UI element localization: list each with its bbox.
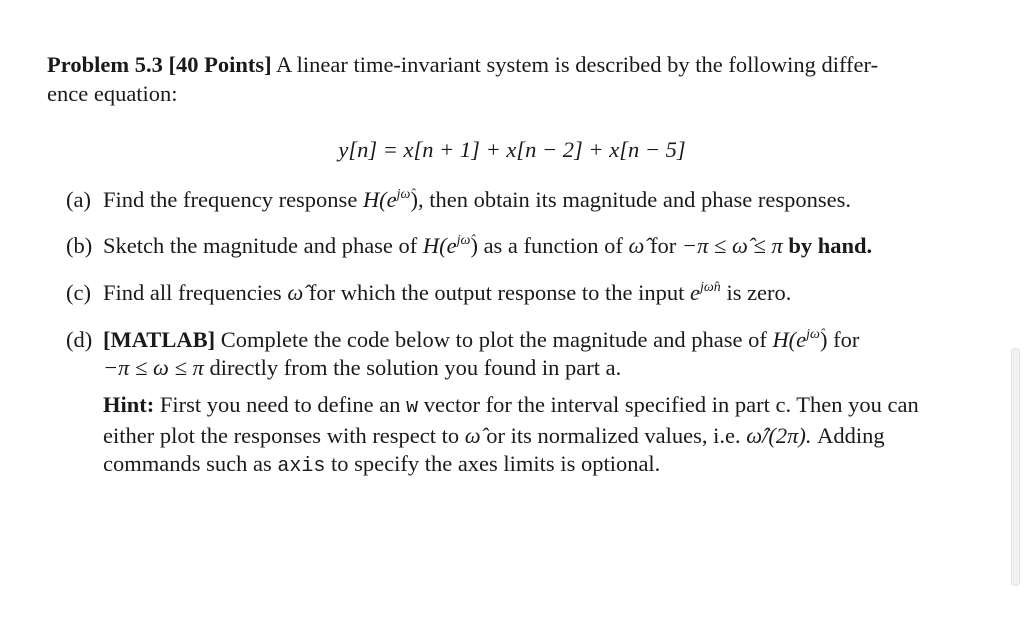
part-c <box>66 279 966 307</box>
part-d <box>66 326 966 382</box>
hint-omega: ω̂ <box>464 423 481 448</box>
part-a-expr: H(e <box>362 187 397 212</box>
part-c-label: (c) <box>66 280 91 305</box>
hint-label: Hint: <box>103 392 155 417</box>
part-b-label: (b) <box>66 233 93 258</box>
hint-text5: to specify the axes limits is optional. <box>325 451 661 476</box>
part-a-label: (a) <box>66 187 91 212</box>
part-c-sup: jω̂n <box>700 280 721 295</box>
part-b <box>66 232 966 260</box>
part-b-expr-close: ) <box>470 233 478 258</box>
hint-normalized: ω̂/(2π). <box>746 423 812 448</box>
hint-text4: Adding commands such as <box>103 423 885 476</box>
part-d-text-for: for <box>827 327 860 352</box>
hint-code-w: w <box>406 396 419 419</box>
part-a-text-before: Find the frequency response <box>103 187 363 212</box>
problem-statement <box>47 50 977 108</box>
vertical-scrollbar[interactable] <box>1011 348 1020 586</box>
part-b-text-before: Sketch the magnitude and phase of <box>103 233 423 258</box>
part-d-line2 <box>66 354 966 382</box>
hint-text3: or its normalized values, i.e. <box>480 423 747 448</box>
part-b-sup: jω̂ <box>456 233 471 248</box>
problem-title: Problem 5.3 <box>47 52 163 77</box>
problem-intro-line2: ence equation: <box>47 81 178 106</box>
problem-points: [40 Points] <box>168 52 272 77</box>
part-d-expr: H(e <box>772 327 807 352</box>
part-c-omega: ω̂ <box>287 280 304 305</box>
part-b-bold-end: by hand. <box>782 233 873 258</box>
part-c-text-before: Find all frequencies <box>103 280 288 305</box>
part-b-text-mid: as a function of <box>477 233 629 258</box>
part-b-expr: H(e <box>422 233 457 258</box>
equation-text: y[n] = x[n + 1] + x[n − 2] + x[n − 5] <box>338 137 686 162</box>
hint-paragraph <box>103 391 963 481</box>
difference-equation <box>0 135 1024 165</box>
hint-text2: vector for the interval specified in part c. Then you can either plot the responses with respect to <box>103 392 919 448</box>
part-d-bold-tag: [MATLAB] <box>103 327 216 352</box>
part-d-text-before: Complete the code below to plot the magnitude and phase of <box>215 327 773 352</box>
part-c-text-mid: for which the output response to the input <box>303 280 691 305</box>
part-d-range: −π ≤ ω ≤ π <box>103 355 204 380</box>
problem-intro-line1: A linear time-invariant system is described by the following differ- <box>275 52 879 77</box>
part-d-label: (d) <box>66 327 93 352</box>
part-a-expr-close: ) <box>410 187 418 212</box>
part-b-text-for: for <box>644 233 682 258</box>
part-b-omega: ω̂ <box>628 233 645 258</box>
hint-text1: First you need to define an <box>154 392 407 417</box>
part-a-sup: jω̂ <box>396 187 411 202</box>
part-d-expr-close: ) <box>819 327 828 352</box>
part-c-text-after: is zero. <box>720 280 792 305</box>
part-c-expr: e <box>690 280 701 305</box>
hint-code-axis: axis <box>277 455 326 478</box>
part-d-sup: jω̂ <box>806 327 820 342</box>
part-a-text-after: , then obtain its magnitude and phase responses. <box>417 187 851 212</box>
part-b-range: −π ≤ ω̂ ≤ π <box>681 233 783 258</box>
part-a <box>66 186 966 214</box>
part-d-text-line2: directly from the solution you found in part a. <box>203 355 622 380</box>
